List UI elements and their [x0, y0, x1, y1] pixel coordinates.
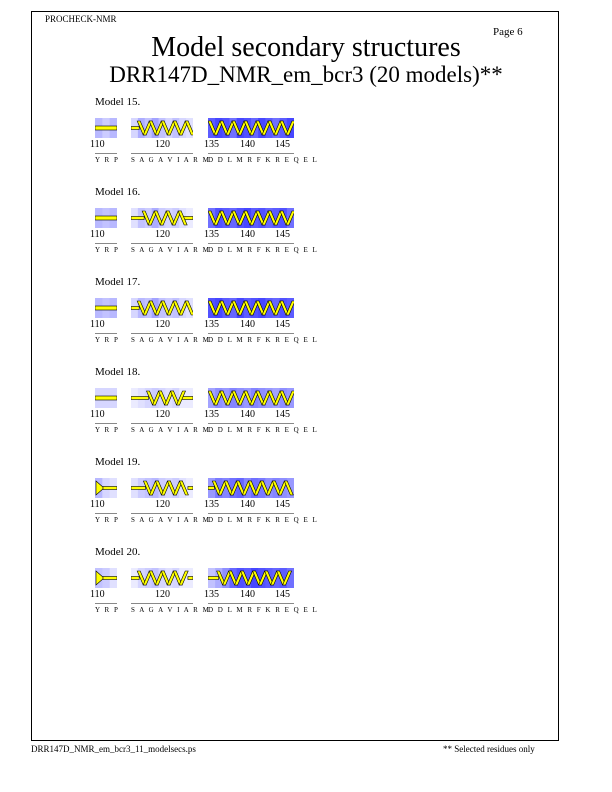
- residue-number-tick: 120: [155, 139, 170, 150]
- sequence-rule: [95, 153, 117, 154]
- residue-number-tick: 135: [204, 229, 219, 240]
- sequence-rule: [95, 333, 117, 334]
- sequence-rule: [95, 603, 117, 604]
- secondary-structure-strip: [208, 388, 294, 408]
- sequence-rule: [208, 153, 294, 154]
- residue-sequence: S A G A V I A R M: [131, 156, 211, 164]
- residue-sequence: Y R P: [95, 426, 120, 434]
- residue-number-tick: 110: [90, 589, 105, 600]
- sequence-rule: [208, 243, 294, 244]
- sequence-rule: [131, 423, 193, 424]
- residue-number-tick: 120: [155, 409, 170, 420]
- secondary-structure-strip: [208, 208, 294, 228]
- residue-sequence: D D L M R F K R E Q E L: [208, 606, 319, 614]
- residue-number-tick: 145: [275, 229, 290, 240]
- residue-sequence: S A G A V I A R M: [131, 606, 211, 614]
- residue-sequence: Y R P: [95, 606, 120, 614]
- residue-number-tick: 135: [204, 319, 219, 330]
- residue-number-tick: 145: [275, 499, 290, 510]
- secondary-structure-strip: [208, 298, 294, 318]
- coil-line: [131, 307, 139, 310]
- coil-line: [131, 217, 144, 220]
- residue-sequence: Y R P: [95, 516, 120, 524]
- sequence-rule: [131, 153, 193, 154]
- sequence-rule: [131, 513, 193, 514]
- residue-number-tick: 120: [155, 499, 170, 510]
- residue-sequence: S A G A V I A R M: [131, 426, 211, 434]
- residue-sequence: Y R P: [95, 246, 120, 254]
- residue-number-tick: 135: [204, 499, 219, 510]
- coil-line: [131, 397, 149, 400]
- residue-number-tick: 145: [275, 589, 290, 600]
- residue-sequence: D D L M R F K R E Q E L: [208, 156, 319, 164]
- secondary-structure-strip: [131, 298, 193, 318]
- secondary-structure-strip: [131, 118, 193, 138]
- residue-number-tick: 145: [275, 139, 290, 150]
- coil-line: [131, 487, 145, 490]
- residue-sequence: D D L M R F K R E Q E L: [208, 516, 319, 524]
- sequence-rule: [95, 243, 117, 244]
- residue-number-tick: 110: [90, 499, 105, 510]
- residue-sequence: Y R P: [95, 156, 120, 164]
- residue-sequence: S A G A V I A R M: [131, 516, 211, 524]
- residue-number-tick: 135: [204, 589, 219, 600]
- residue-number-tick: 140: [240, 319, 255, 330]
- residue-sequence: S A G A V I A R M: [131, 246, 211, 254]
- residue-number-tick: 110: [90, 229, 105, 240]
- model-label: Model 19.: [95, 456, 141, 468]
- residue-sequence: D D L M R F K R E Q E L: [208, 426, 319, 434]
- model-label: Model 18.: [95, 366, 141, 378]
- model-label: Model 17.: [95, 276, 141, 288]
- model-label: Model 16.: [95, 186, 141, 198]
- sequence-rule: [208, 423, 294, 424]
- secondary-structure-strip: [95, 298, 117, 318]
- coil-line: [208, 487, 214, 490]
- coil-line: [188, 577, 193, 580]
- coil-line: [131, 127, 139, 130]
- residue-sequence: S A G A V I A R M: [131, 336, 211, 344]
- coil-line: [184, 217, 193, 220]
- footer-note: ** Selected residues only: [443, 744, 535, 754]
- secondary-structure-strip: [95, 478, 117, 498]
- secondary-structure-strip: [208, 118, 294, 138]
- secondary-structure-strip: [131, 478, 193, 498]
- sequence-rule: [95, 423, 117, 424]
- footer-filename: DRR147D_NMR_em_bcr3_11_modelsecs.ps: [31, 744, 196, 754]
- residue-number-tick: 145: [275, 319, 290, 330]
- residue-number-tick: 135: [204, 409, 219, 420]
- residue-sequence: D D L M R F K R E Q E L: [208, 336, 319, 344]
- residue-number-tick: 145: [275, 409, 290, 420]
- secondary-structure-strip: [95, 208, 117, 228]
- coil-line: [188, 487, 193, 490]
- residue-number-tick: 120: [155, 229, 170, 240]
- sequence-rule: [208, 603, 294, 604]
- sequence-rule: [131, 333, 193, 334]
- coil-line: [95, 126, 117, 130]
- secondary-structure-strip: [208, 568, 294, 588]
- residue-number-tick: 140: [240, 589, 255, 600]
- residue-number-tick: 140: [240, 409, 255, 420]
- coil-line: [182, 397, 193, 400]
- residue-number-tick: 135: [204, 139, 219, 150]
- sequence-rule: [208, 513, 294, 514]
- residue-number-tick: 120: [155, 589, 170, 600]
- secondary-structure-strip: [95, 388, 117, 408]
- residue-number-tick: 140: [240, 499, 255, 510]
- residue-sequence: Y R P: [95, 336, 120, 344]
- coil-line: [131, 577, 139, 580]
- secondary-structure-strip: [131, 208, 193, 228]
- coil-line: [95, 216, 117, 220]
- residue-number-tick: 120: [155, 319, 170, 330]
- coil-line: [103, 487, 117, 490]
- sequence-rule: [95, 513, 117, 514]
- program-name: PROCHECK-NMR: [45, 14, 117, 24]
- model-label: Model 20.: [95, 546, 141, 558]
- secondary-structure-strip: [95, 118, 117, 138]
- residue-number-tick: 140: [240, 139, 255, 150]
- sequence-rule: [131, 603, 193, 604]
- secondary-structure-strip: [95, 568, 117, 588]
- coil-line: [208, 577, 219, 580]
- page-subtitle: DRR147D_NMR_em_bcr3 (20 models)**: [109, 62, 503, 87]
- page-title: Model secondary structures: [151, 32, 461, 63]
- model-label: Model 15.: [95, 96, 141, 108]
- sequence-rule: [208, 333, 294, 334]
- sequence-rule: [131, 243, 193, 244]
- coil-line: [103, 577, 117, 580]
- secondary-structure-strip: [131, 568, 193, 588]
- coil-line: [95, 396, 117, 400]
- page-number: Page 6: [493, 26, 523, 38]
- residue-sequence: D D L M R F K R E Q E L: [208, 246, 319, 254]
- residue-number-tick: 110: [90, 319, 105, 330]
- residue-number-tick: 140: [240, 229, 255, 240]
- residue-number-tick: 110: [90, 139, 105, 150]
- residue-number-tick: 110: [90, 409, 105, 420]
- coil-line: [95, 306, 117, 310]
- secondary-structure-strip: [131, 388, 193, 408]
- secondary-structure-strip: [208, 478, 294, 498]
